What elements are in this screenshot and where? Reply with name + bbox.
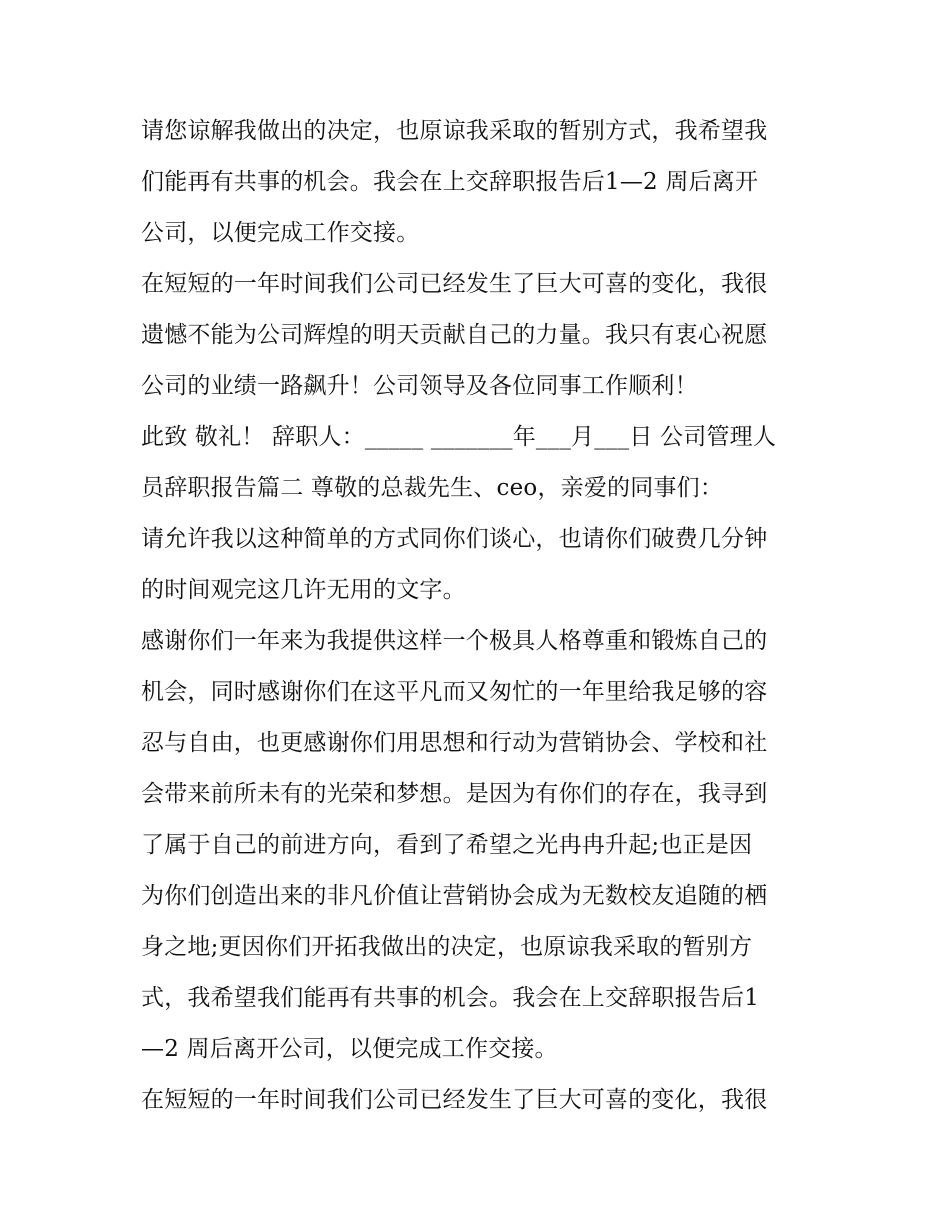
text-line: 了属于自己的前进方向，看到了希望之光冉冉升起;也正是因	[141, 832, 753, 858]
text-line: 的时间观完这几许无用的文字。	[141, 577, 466, 603]
text-line: —2 周后离开公司，以便完成工作交接。	[141, 1036, 558, 1062]
text-line: 请允许我以这种简单的方式同你们谈心，也请你们破费几分钟	[141, 526, 768, 552]
text-line: 在短短的一年时间我们公司已经发生了巨大可喜的变化，我很	[141, 271, 768, 297]
text-line: 会带来前所未有的光荣和梦想。是因为有你们的存在，我寻到	[141, 781, 768, 807]
text-line: 们能再有共事的机会。我会在上交辞职报告后1—2 周后离开	[141, 169, 759, 195]
document-body	[141, 106, 813, 1126]
text-line: 公司的业绩一路飙升！公司领导及各位同事工作顺利！	[141, 373, 698, 399]
text-line: 公司，以便完成工作交接。	[141, 220, 420, 246]
text-line: 遗憾不能为公司辉煌的明天贡献自己的力量。我只有衷心祝愿	[141, 322, 768, 348]
text-line: 感谢你们一年来为我提供这样一个极具人格尊重和锻炼自己的	[141, 628, 768, 654]
text-line: 忍与自由，也更感谢你们用思想和行动为营销协会、学校和社	[141, 730, 768, 756]
text-line: 身之地;更因你们开拓我做出的决定，也原谅我采取的暂别方	[141, 934, 753, 960]
text-line: 员辞职报告篇二 尊敬的总裁先生、ceo，亲爱的同事们：	[141, 475, 724, 501]
text-line: 此致 敬礼！ 辞职人：_____ _______年___月___日 公司管理人	[141, 424, 777, 450]
text-line: 式，我希望我们能再有共事的机会。我会在上交辞职报告后1	[141, 985, 760, 1011]
text-line: 为你们创造出来的非凡价值让营销协会成为无数校友追随的栖	[141, 883, 768, 909]
text-line: 机会，同时感谢你们在这平凡而又匆忙的一年里给我足够的容	[141, 679, 768, 705]
text-line: 在短短的一年时间我们公司已经发生了巨大可喜的变化，我很	[141, 1087, 768, 1113]
text-line: 请您谅解我做出的决定，也原谅我采取的暂别方式，我希望我	[141, 118, 768, 144]
